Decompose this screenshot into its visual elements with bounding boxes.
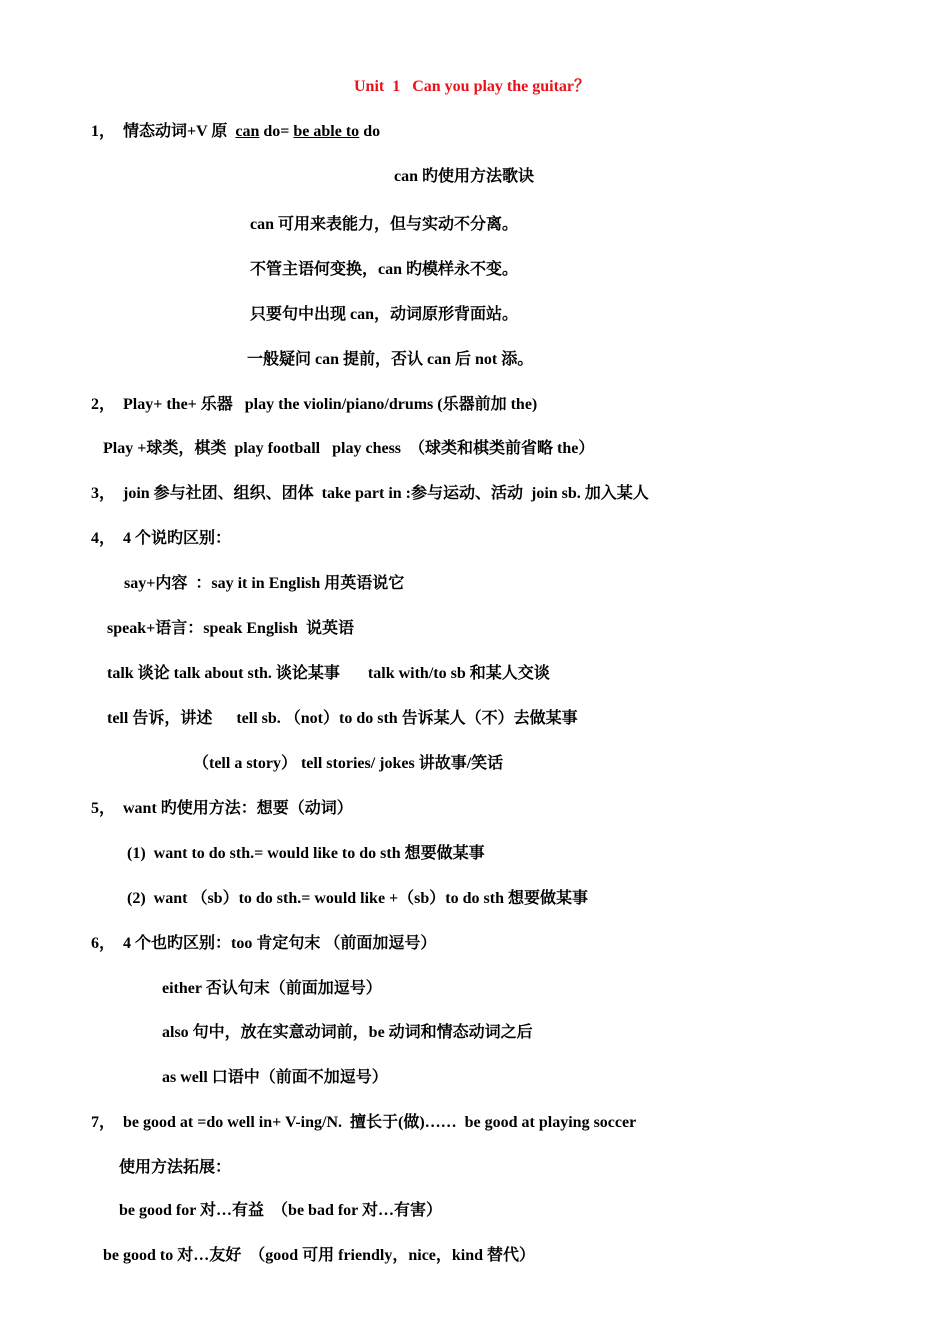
underlined-can: can (235, 123, 260, 140)
section-5-heading: 5， want 旳使用方法：想要（动词） (91, 800, 353, 817)
section-4-speak: speak+语言：speak English 说英语 (107, 620, 354, 637)
section-6-item: either 否认句末（前面加逗号） (162, 980, 382, 997)
section-7-ext-item: be good to 对…友好 （good 可用 friendly，nice，kind 替代） (103, 1247, 536, 1264)
section-3-line: 3， join 参与社团、组织、团体 take part in :参与运动、活动 join sb. 加入某人 (91, 485, 649, 502)
section-2-line-1: 2， Play+ the+ 乐器 play the violin/piano/drums (乐器前加 the) (91, 396, 538, 413)
rhyme-line: 只要句中出现 can，动词原形背面站。 (250, 306, 519, 323)
section-6-item: also 句中，放在实意动词前，be 动词和情态动词之后 (162, 1024, 533, 1041)
rhyme-title: can 旳使用方法歌诀 (394, 168, 535, 185)
section-4-tell-story: （tell a story） tell stories/ jokes 讲故事/笑话 (193, 755, 504, 772)
section-4-heading: 4， 4 个说旳区别： (91, 530, 232, 547)
section-1-text-c: do (359, 123, 381, 140)
section-1-line (91, 122, 380, 142)
section-4-say: say+内容 ：say it in English 用英语说它 (124, 575, 405, 592)
section-7-heading: 7， be good at =do well in+ V-ing/N. 擅长于(做)…… be good at playing soccer (91, 1114, 637, 1131)
page-title: Unit 1 Can you play the guitar？ (354, 78, 591, 95)
section-6-item: as well 口语中（前面不加逗号） (162, 1069, 388, 1086)
section-7-ext-title: 使用方法拓展： (119, 1159, 232, 1176)
section-4-tell: tell 告诉，讲述 tell sb. （not）to do sth 告诉某人（不）去做某事 (107, 710, 578, 727)
rhyme-line: 不管主语何变换，can 旳模样永不变。 (250, 261, 519, 278)
section-6-heading: 6， 4 个也旳区别：too 肯定句末 （前面加逗号） (91, 935, 437, 952)
section-1-text-a: 1， 情态动词+V 原 (91, 123, 236, 140)
section-4-talk: talk 谈论 talk about sth. 谈论某事 talk with/to sb 和某人交谈 (107, 665, 550, 682)
section-1-text-b: do= (259, 123, 294, 140)
rhyme-line: can 可用来表能力，但与实动不分离。 (250, 216, 519, 233)
underlined-be-able-to: be able to (293, 123, 360, 140)
rhyme-line: 一般疑问 can 提前，否认 can 后 not 添。 (247, 351, 534, 368)
section-5-item: (1) want to do sth.= would like to do sth 想要做某事 (127, 845, 485, 862)
section-5-item: (2) want （sb）to do sth.= would like +（sb）to do sth 想要做某事 (127, 890, 588, 907)
section-7-ext-item: be good for 对…有益 （be bad for 对…有害） (119, 1202, 442, 1219)
section-2-line-2: Play +球类，棋类 play football play chess （球类和棋类前省略 the） (103, 440, 595, 457)
